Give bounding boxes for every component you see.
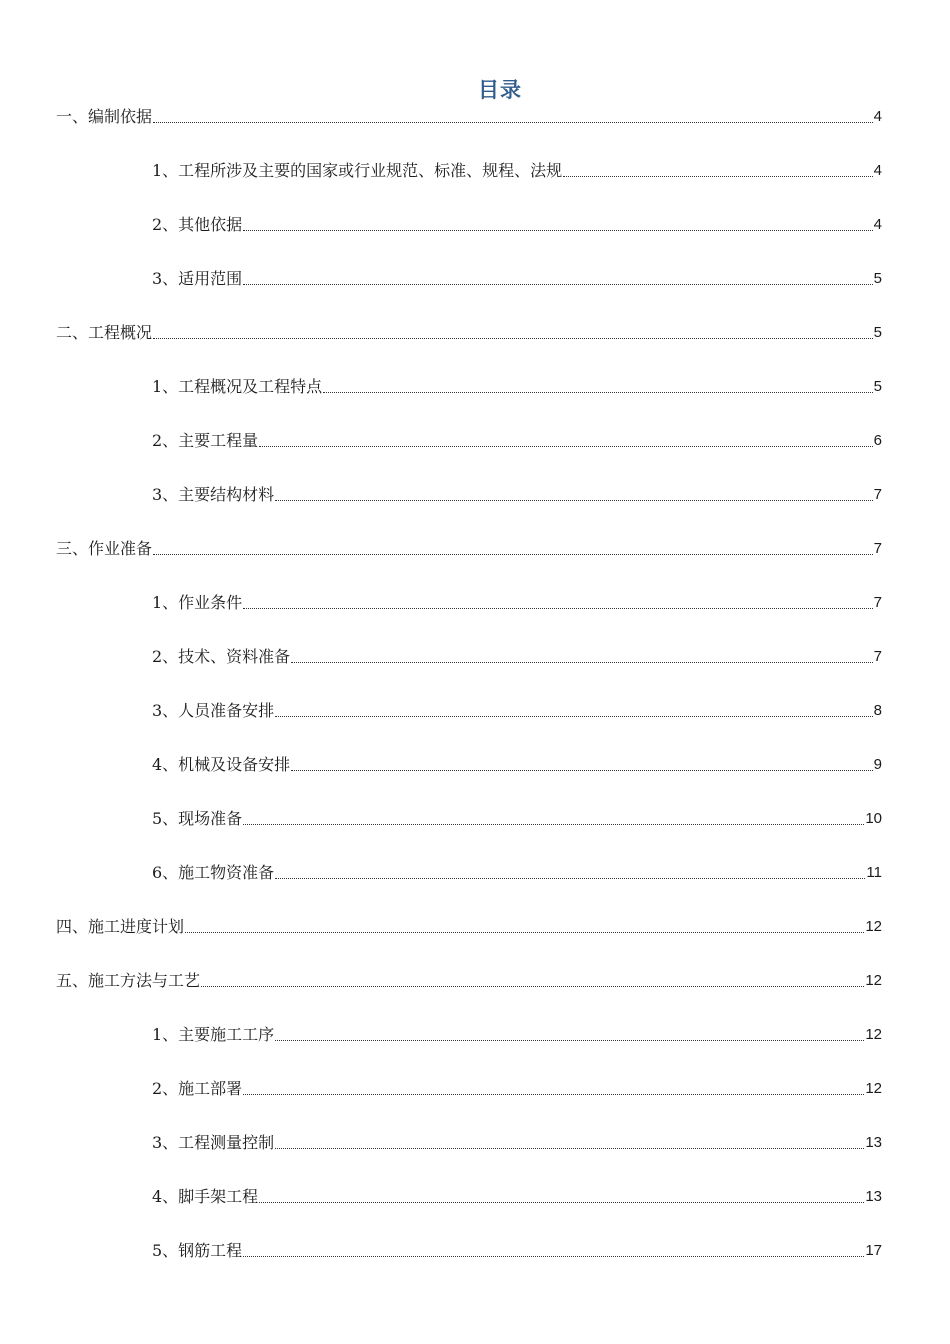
toc-entry[interactable] bbox=[56, 1154, 882, 1208]
toc-page-number: 13 bbox=[865, 1188, 882, 1205]
toc-entry-text: 3、主要结构材料 bbox=[152, 485, 275, 504]
toc-entry-text: 1、工程所涉及主要的国家或行业规范、标准、规程、法规 bbox=[152, 161, 563, 180]
toc-entry-text: 1、主要施工工序 bbox=[152, 1025, 275, 1044]
toc-dot-leader bbox=[275, 877, 865, 879]
toc-entry-text: 5、钢筋工程 bbox=[152, 1241, 243, 1260]
toc-dot-leader bbox=[243, 1255, 864, 1257]
toc-dot-leader bbox=[291, 661, 872, 663]
toc-page-number: 8 bbox=[873, 702, 882, 719]
toc-page-number: 4 bbox=[873, 216, 882, 233]
toc-page-number: 6 bbox=[873, 432, 882, 449]
toc-entry[interactable] bbox=[56, 560, 882, 614]
toc-entry-text: 1、作业条件 bbox=[152, 593, 243, 612]
toc-entry-text: 二、工程概况 bbox=[56, 323, 153, 342]
toc-entry-text: 4、机械及设备安排 bbox=[152, 755, 291, 774]
toc-entry[interactable] bbox=[56, 506, 882, 560]
toc-entry[interactable] bbox=[56, 722, 882, 776]
toc-page-number: 7 bbox=[873, 648, 882, 665]
toc-entry[interactable] bbox=[56, 884, 882, 938]
toc-dot-leader bbox=[153, 121, 873, 123]
toc-entry[interactable] bbox=[56, 236, 882, 290]
toc-page-number: 4 bbox=[873, 108, 882, 125]
toc-page-number: 17 bbox=[865, 1242, 882, 1259]
toc-entry[interactable] bbox=[56, 1046, 882, 1100]
toc-entry-text: 5、现场准备 bbox=[152, 809, 243, 828]
toc-dot-leader bbox=[153, 553, 873, 555]
toc-entry-text: 2、施工部署 bbox=[152, 1079, 243, 1098]
toc-entry-text: 3、工程测量控制 bbox=[152, 1133, 275, 1152]
toc-entry[interactable] bbox=[56, 1208, 882, 1262]
toc-entry-text: 2、其他依据 bbox=[152, 215, 243, 234]
toc-page-number: 9 bbox=[873, 756, 882, 773]
toc-page-number: 5 bbox=[873, 324, 882, 341]
toc-dot-leader bbox=[243, 283, 872, 285]
toc-entry[interactable] bbox=[56, 614, 882, 668]
toc-entry-text: 四、施工进度计划 bbox=[56, 917, 185, 936]
toc-entry-text: 一、编制依据 bbox=[56, 107, 153, 126]
toc-page-number: 7 bbox=[873, 540, 882, 557]
toc-dot-leader bbox=[323, 391, 872, 393]
toc-dot-leader bbox=[275, 499, 872, 501]
toc-title: 目录 bbox=[478, 78, 522, 102]
toc-entry-text: 三、作业准备 bbox=[56, 539, 153, 558]
toc-entry[interactable] bbox=[56, 128, 882, 182]
toc-entry[interactable] bbox=[56, 344, 882, 398]
toc-dot-leader bbox=[185, 931, 864, 933]
toc-list bbox=[56, 106, 882, 1262]
toc-entry[interactable] bbox=[56, 398, 882, 452]
toc-dot-leader bbox=[201, 985, 864, 987]
toc-page-number: 4 bbox=[873, 162, 882, 179]
toc-entry-text: 2、主要工程量 bbox=[152, 431, 259, 450]
toc-entry[interactable] bbox=[56, 290, 882, 344]
toc-entry[interactable] bbox=[56, 452, 882, 506]
toc-page-number: 12 bbox=[865, 972, 882, 989]
toc-dot-leader bbox=[243, 607, 872, 609]
toc-dot-leader bbox=[243, 229, 872, 231]
toc-dot-leader bbox=[243, 1093, 864, 1095]
toc-entry[interactable] bbox=[56, 992, 882, 1046]
toc-entry[interactable] bbox=[56, 182, 882, 236]
toc-page-number: 12 bbox=[865, 1080, 882, 1097]
toc-page-number: 12 bbox=[865, 1026, 882, 1043]
toc-page-number: 13 bbox=[865, 1134, 882, 1151]
toc-entry-text: 2、技术、资料准备 bbox=[152, 647, 291, 666]
toc-entry-text: 3、适用范围 bbox=[152, 269, 243, 288]
toc-entry-text: 3、人员准备安排 bbox=[152, 701, 275, 720]
toc-entry[interactable] bbox=[56, 106, 882, 128]
toc-entry-text: 6、施工物资准备 bbox=[152, 863, 275, 882]
toc-entry[interactable] bbox=[56, 830, 882, 884]
toc-dot-leader bbox=[259, 1201, 864, 1203]
toc-entry[interactable] bbox=[56, 1100, 882, 1154]
toc-entry-text: 4、脚手架工程 bbox=[152, 1187, 259, 1206]
toc-dot-leader bbox=[275, 1147, 864, 1149]
toc-entry[interactable] bbox=[56, 938, 882, 992]
toc-dot-leader bbox=[153, 337, 873, 339]
toc-page-number: 5 bbox=[873, 378, 882, 395]
toc-dot-leader bbox=[563, 175, 872, 177]
toc-dot-leader bbox=[243, 823, 864, 825]
toc-page-number: 7 bbox=[873, 594, 882, 611]
toc-dot-leader bbox=[259, 445, 872, 447]
toc-entry[interactable] bbox=[56, 776, 882, 830]
toc-page-number: 12 bbox=[865, 918, 882, 935]
toc-page-number: 11 bbox=[866, 864, 882, 881]
toc-entry-text: 1、工程概况及工程特点 bbox=[152, 377, 323, 396]
toc-page-number: 10 bbox=[865, 810, 882, 827]
toc-entry-text: 五、施工方法与工艺 bbox=[56, 971, 201, 990]
toc-dot-leader bbox=[275, 1039, 864, 1041]
toc-dot-leader bbox=[291, 769, 872, 771]
toc-page-number: 5 bbox=[873, 270, 882, 287]
toc-dot-leader bbox=[275, 715, 872, 717]
toc-entry[interactable] bbox=[56, 668, 882, 722]
toc-page-number: 7 bbox=[873, 486, 882, 503]
